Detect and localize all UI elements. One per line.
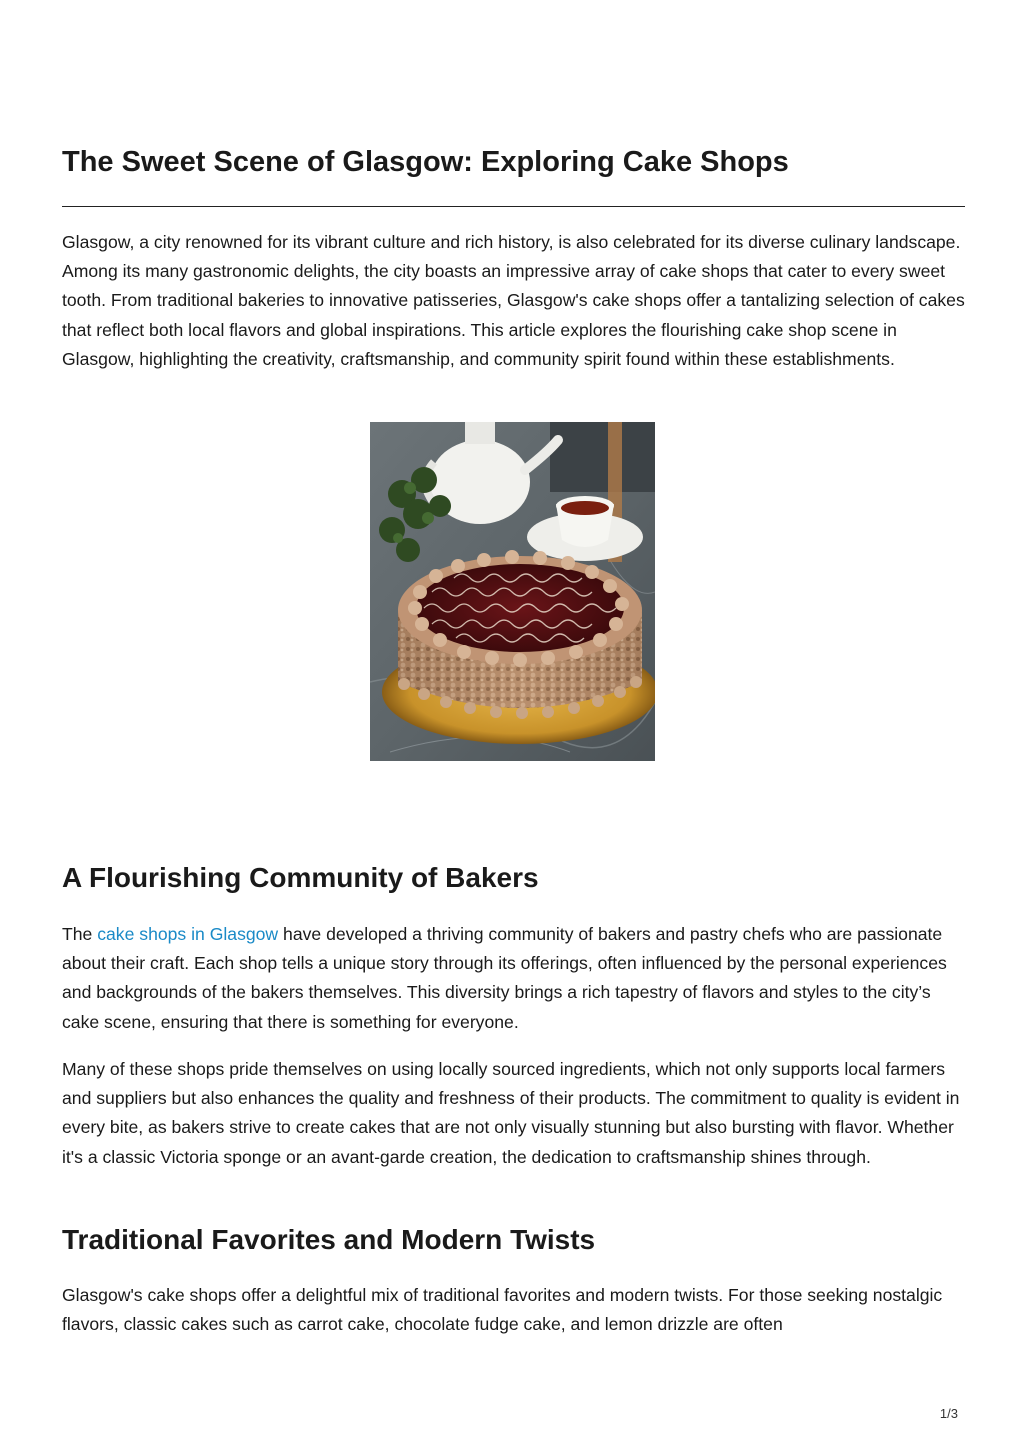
section-heading-traditional: Traditional Favorites and Modern Twists <box>62 1224 596 1255</box>
community-paragraph-1 <box>62 920 966 1037</box>
section-heading-community: A Flourishing Community of Bakers <box>62 862 539 893</box>
traditional-paragraph-1: Glasgow's cake shops offer a delightful mix of traditional favorites and modern twists. For those seeking nostalgic flavors, classic cakes such as carrot cake, chocolate fudge cake, and lemon drizzle are often <box>62 1285 943 1335</box>
cake-photo <box>370 422 655 761</box>
article-title: The Sweet Scene of Glasgow: Exploring Cake Shops <box>62 146 789 178</box>
paragraph-text: have developed a thriving community of bakers and pastry chefs who are passionate about their craft. Each shop tells a unique story through its offerings, often influenced by the personal experiences and backgrounds of the bakers themselves. This diversity brings a rich tapestry of flavors and styles to the city’s cake scene, ensuring that there is something for everyone. <box>62 924 947 1032</box>
cake-shops-link[interactable]: cake shops in Glasgow <box>97 924 279 944</box>
page-number: 1/3 <box>939 1406 958 1421</box>
intro-paragraph: Glasgow, a city renowned for its vibrant culture and rich history, is also celebrated for its diverse culinary landscape. Among its many gastronomic delights, the city boasts an impressive array of cake shops that cater to every sweet tooth. From traditional bakeries to innovative patisseries, Glasgow's cake shops offer a tantalizing selection of cakes that reflect both local flavors and global inspirations. This article explores the flourishing cake shop scene in Glasgow, highlighting the creativity, craftsmanship, and community spirit found within these establishments. <box>62 232 965 369</box>
community-paragraph-2: Many of these shops pride themselves on using locally sourced ingredients, which not only supports local farmers and suppliers but also enhances the quality and freshness of their products. The commitment to quality is evident in every bite, as bakers strive to create cakes that are not only visually stunning but also bursting with flavor. Whether it's a classic Victoria sponge or an avant-garde creation, the dedication to craftsmanship shines through. <box>62 1059 960 1167</box>
title-divider <box>62 206 965 207</box>
paragraph-text: The <box>62 924 98 944</box>
